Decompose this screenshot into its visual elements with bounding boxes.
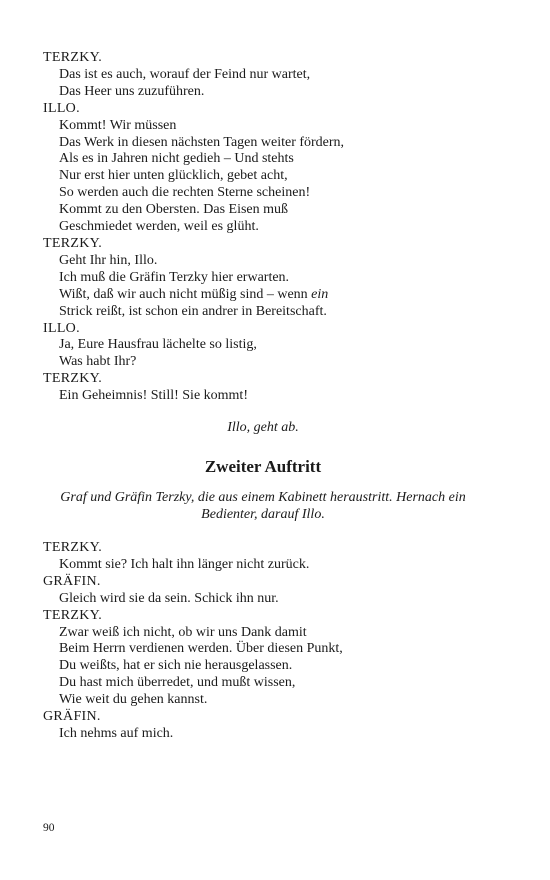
scene-description: Graf und Gräfin Terzky, die aus einem Kabinett heraustritt. Hernach ein Bedienter, darauf Illo.: [60, 490, 466, 523]
speaker-label: TERZKY.: [43, 50, 103, 65]
verse-line: Kommt sie? Ich halt ihn länger nicht zurück.: [59, 556, 310, 572]
speaker-label: TERZKY.: [43, 540, 103, 556]
scene-title: Zweiter Auftritt: [204, 457, 322, 477]
verse-line: Als es in Jahren nicht gedieh – Und stehts: [59, 151, 294, 167]
verse-line: Zwar weiß ich nicht, ob wir uns Dank damit: [59, 624, 307, 640]
page-number: 90: [43, 822, 55, 834]
speaker-label: ILLO.: [43, 100, 80, 116]
verse-line: Ich muß die Gräfin Terzky hier erwarten.: [59, 269, 290, 285]
speaker-label: ILLO.: [43, 320, 80, 336]
verse-line: Strick reißt, ist schon ein andrer in Bereitschaft.: [59, 303, 327, 319]
emphasis-text: ein: [311, 286, 329, 302]
verse-text: Wißt, daß wir auch nicht müßig sind – wenn: [59, 286, 312, 302]
verse-line: Das ist es auch, worauf der Feind nur wartet,: [59, 66, 311, 82]
stage-direction: Illo, geht ab.: [227, 420, 299, 436]
verse-line: Du weißts, hat er sich nie herausgelassen.: [59, 658, 293, 674]
verse-line: Geht Ihr hin, Illo.: [59, 252, 158, 268]
speaker-label: TERZKY.: [43, 235, 103, 251]
verse-line: Ein Geheimnis! Still! Sie kommt!: [59, 388, 248, 404]
verse-line: Kommt zu den Obersten. Das Eisen muß: [59, 202, 289, 218]
verse-line: Geschmiedet werden, weil es glüht.: [59, 219, 259, 235]
verse-line: Beim Herrn verdienen werden. Über diesen Punkt,: [59, 641, 343, 657]
speaker-label: TERZKY.: [43, 371, 103, 387]
speaker-label: GRÄFIN.: [43, 573, 101, 589]
verse-line: Nur erst hier unten glücklich, gebet acht,: [59, 168, 288, 184]
verse-line: Wie weit du gehen kannst.: [59, 692, 208, 708]
verse-line: Ja, Eure Hausfrau lächelte so listig,: [59, 337, 257, 353]
verse-line: Was habt Ihr?: [59, 354, 137, 370]
verse-line: Du hast mich überredet, und mußt wissen,: [59, 675, 296, 691]
verse-line: Das Werk in diesen nächsten Tagen weiter fördern,: [59, 134, 345, 150]
verse-line: Kommt! Wir müssen: [59, 117, 177, 133]
speaker-label: GRÄFIN.: [43, 709, 101, 725]
verse-line: So werden auch die rechten Sterne scheinen!: [59, 185, 311, 201]
verse-line: Gleich wird sie da sein. Schick ihn nur.: [59, 590, 279, 606]
verse-line: [43, 287, 483, 304]
page-body: [43, 50, 483, 743]
speaker-label: TERZKY.: [43, 607, 103, 623]
verse-line: Ich nehms auf mich.: [59, 726, 174, 741]
verse-line: Das Heer uns zuzuführen.: [59, 83, 205, 99]
